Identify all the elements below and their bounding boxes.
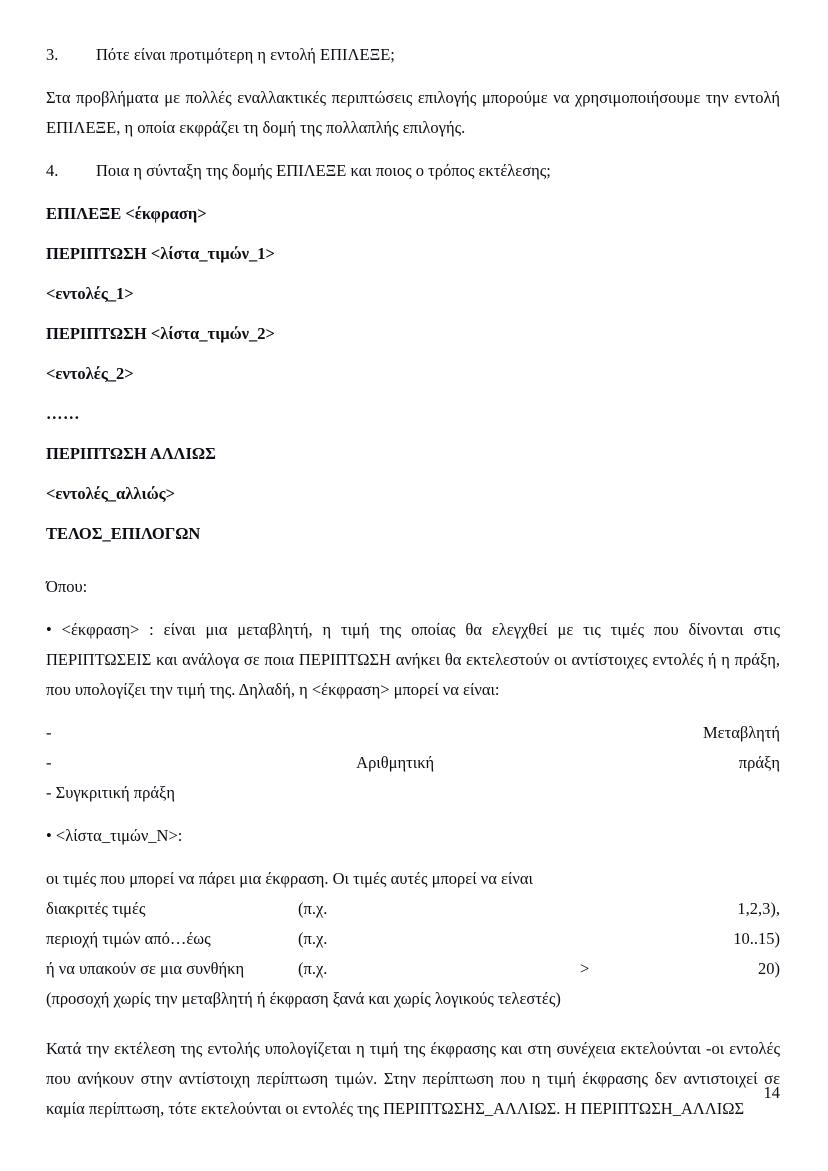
values-row xyxy=(46,924,780,954)
values-row-example: (π.χ. xyxy=(298,959,328,978)
question-number: 4. xyxy=(46,161,59,180)
values-note: (προσοχή χωρίς την μεταβλητή ή έκφραση ξανά και χωρίς λογικούς τελεστές) xyxy=(46,989,561,1008)
question-number: 3. xyxy=(46,45,59,64)
question-text: Πότε είναι προτιμότερη η εντολή ΕΠΙΛΕΞΕ; xyxy=(96,45,395,64)
syntax-block xyxy=(46,199,780,549)
values-row xyxy=(46,894,780,924)
values-row-label: περιοχή τιμών από…έως xyxy=(46,929,211,948)
syntax-line-commands-1: <εντολές_1> xyxy=(46,284,134,303)
dash-marker: - xyxy=(46,753,52,772)
expression-kind-middle: Αριθμητική xyxy=(356,753,435,772)
expression-kind-right: πράξη xyxy=(738,753,780,772)
values-intro: οι τιμές που μπορεί να πάρει μια έκφραση. Οι τιμές αυτές μπορεί να είναι xyxy=(46,869,533,888)
expression-kind-comparison: - Συγκριτική πράξη xyxy=(46,783,176,802)
spacer xyxy=(46,808,780,821)
values-row-example: (π.χ. xyxy=(298,899,328,918)
expression-kind-list xyxy=(46,718,780,808)
question-text: Ποια η σύνταξη της δομής ΕΠΙΛΕΞΕ και ποιος ο τρόπος εκτέλεσης; xyxy=(96,161,551,180)
syntax-line-select: ΕΠΙΛΕΞΕ <έκφραση> xyxy=(46,204,207,223)
syntax-line-case-2: ΠΕΡΙΠΤΩΣΗ <λίστα_τιμών_2> xyxy=(46,324,275,343)
answer-paragraph-3: Στα προβλήματα με πολλές εναλλακτικές περιπτώσεις επιλογής μπορούμε να χρησιμοποιήσουμε την εντολή ΕΠΙΛΕΞΕ, η οποία εκφράζει τη δομή της πολλαπλής επιλογής. xyxy=(46,88,780,137)
values-row-label: διακριτές τιμές xyxy=(46,899,146,918)
question-item-3 xyxy=(46,40,780,70)
syntax-line-ellipsis: …… xyxy=(46,404,80,423)
values-row-value: 20) xyxy=(758,959,780,978)
expression-kind-right: Μεταβλητή xyxy=(702,723,780,742)
values-row-value: 10..15) xyxy=(733,929,780,948)
syntax-line-commands-2: <εντολές_2> xyxy=(46,364,134,383)
syntax-line-commands-else: <εντολές_αλλιώς> xyxy=(46,484,176,503)
syntax-line-case-else: ΠΕΡΙΠΤΩΣΗ ΑΛΛΙΩΣ xyxy=(46,444,216,463)
values-table xyxy=(46,894,780,1014)
values-row-operator: > xyxy=(580,959,590,978)
values-bullet-label: • <λίστα_τιμών_N>: xyxy=(46,826,183,845)
page-content xyxy=(46,40,780,1124)
execution-paragraph: Κατά την εκτέλεση της εντολής υπολογίζεται η τιμή της έκφρασης και στη συνέχεια εκτελούνται -οι εντολές που ανήκουν στην αντίστοιχη περίπτωση τιμών. Στην περίπτωση που η τιμή έκφρασης δεν αντιστοιχεί σε καμία περίπτωση, τότε εκτελούνται οι εντολές της ΠΕΡΙΠΤΩΣΗΣ_ΑΛΛΙΩΣ. Η ΠΕΡΙΠΤΩΣΗ_ΑΛΛΙΩΣ xyxy=(46,1039,780,1118)
spacer xyxy=(46,559,780,572)
expression-kind-row xyxy=(46,718,780,748)
expression-kind-row xyxy=(46,748,780,778)
syntax-line-end-select: ΤΕΛΟΣ_ΕΠΙΛΟΓΩΝ xyxy=(46,524,201,543)
question-item-4 xyxy=(46,156,780,186)
values-row-value: 1,2,3), xyxy=(737,899,780,918)
spacer xyxy=(46,1014,780,1034)
values-row-example: (π.χ. xyxy=(298,929,328,948)
values-row-label: ή να υπακούν σε μια συνθήκη xyxy=(46,959,245,978)
values-row xyxy=(46,954,780,984)
expression-bullet-paragraph: • <έκφραση> : είναι μια μεταβλητή, η τιμή της οποίας θα ελεγχθεί με τις τιμές που δίνονται στις ΠΕΡΙΠΤΩΣΕΙΣ και ανάλογα σε ποια ΠΕΡΙΠΤΩΣΗ ανήκει θα εκτελεστούν οι αντίστοιχες εντολές ή η πράξη, που υπολογίζει την τιμή της. Δηλαδή, η <έκφραση> μπορεί να είναι: xyxy=(46,620,780,699)
syntax-line-case-1: ΠΕΡΙΠΤΩΣΗ <λίστα_τιμών_1> xyxy=(46,244,275,263)
where-label: Όπου: xyxy=(46,577,88,596)
dash-marker: - xyxy=(46,723,52,742)
page-number: 14 xyxy=(763,1083,780,1102)
